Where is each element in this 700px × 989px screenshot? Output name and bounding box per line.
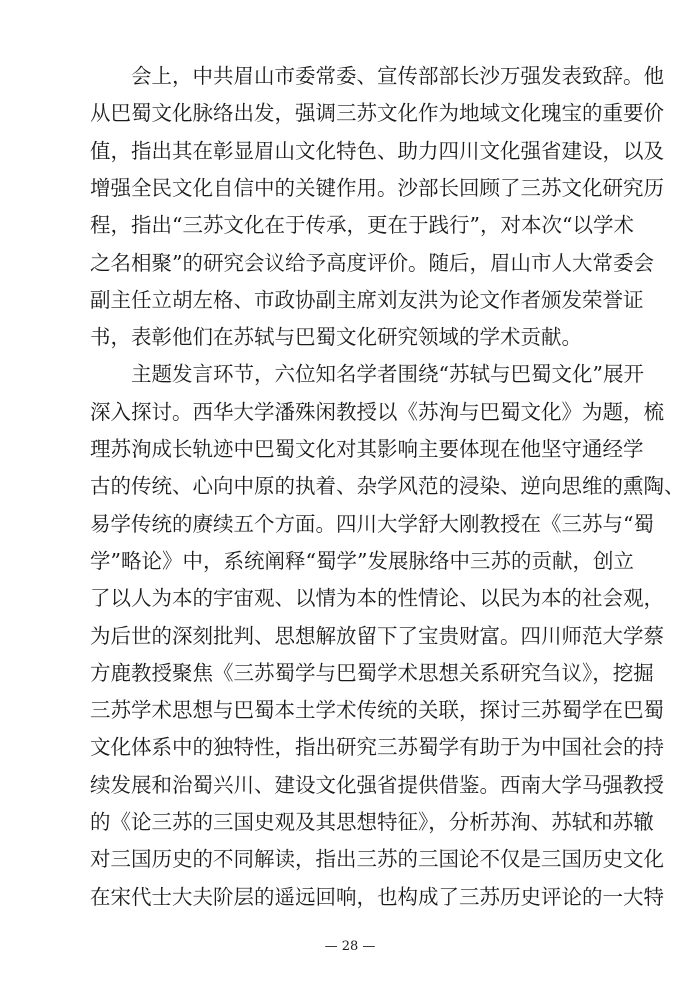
text-line: 学”略论》中，系统阐释“蜀学”发展脉络中三苏的贡献，创立 (90, 549, 634, 573)
text-line: 深入探讨。西华大学潘殊闲教授以《苏洵与巴蜀文化》为题，梳 (90, 400, 664, 424)
text-line: 增强全民文化自信中的关键作用。沙部长回顾了三苏文化研究历 (90, 176, 664, 200)
text-line: 书，表彰他们在苏轼与巴蜀文化研究领域的学术贡献。 (90, 325, 582, 349)
text-line: 副主任立胡左格、市政协副主席刘友洪为论文作者颁发荣誉证 (90, 288, 644, 312)
text-line: 对三国历史的不同解读，指出三苏的三国论不仅是三国历史文化 (90, 847, 664, 871)
text-line: 的《论三苏的三国史观及其思想特征》，分析苏洵、苏轼和苏辙 (90, 810, 654, 834)
text-line: 为后世的深刻批判、思想解放留下了宝贵财富。四川师范大学蔡 (90, 624, 664, 648)
text-line: 主题发言环节，六位知名学者围绕“苏轼与巴蜀文化”展开 (131, 362, 644, 386)
text-line: 程，指出“三苏文化在于传承，更在于践行”，对本次“以学术 (90, 213, 634, 237)
text-line: 续发展和治蜀兴川、建设文化强省提供借鉴。西南大学马强教授 (90, 773, 664, 797)
text-line: 三苏学术思想与巴蜀本土学术传统的关联，探讨三苏蜀学在巴蜀 (90, 698, 664, 722)
text-line: 会上，中共眉山市委常委、宣传部部长沙万强发表致辞。他 (131, 64, 664, 88)
text-line: 了以人为本的宇宙观、以情为本的性情论、以民为本的社会观， (90, 586, 664, 610)
text-line: 之名相聚”的研究会议给予高度评价。随后，眉山市人大常委会 (90, 251, 654, 275)
text-line: 易学传统的赓续五个方面。四川大学舒大刚教授在《三苏与“蜀 (90, 512, 654, 536)
text-line: 从巴蜀文化脉络出发，强调三苏文化作为地域文化瑰宝的重要价 (90, 101, 664, 125)
text-line: 值，指出其在彰显眉山文化特色、助力四川文化强省建设，以及 (90, 139, 664, 163)
text-line: 古的传统、心向中原的执着、杂学风范的浸染、逆向思维的熏陶、 (90, 474, 685, 498)
page-number: — 28 — (324, 939, 376, 954)
text-line: 文化体系中的独特性，指出研究三苏蜀学有助于为中国社会的持 (90, 735, 664, 759)
text-line: 在宋代士大夫阶层的遥远回响，也构成了三苏历史评论的一大特 (90, 885, 664, 909)
text-line: 方鹿教授聚焦《三苏蜀学与巴蜀学术思想关系研究刍议》，挖掘 (90, 661, 654, 685)
text-line: 理苏洵成长轨迹中巴蜀文化对其影响主要体现在他坚守通经学 (90, 437, 644, 461)
